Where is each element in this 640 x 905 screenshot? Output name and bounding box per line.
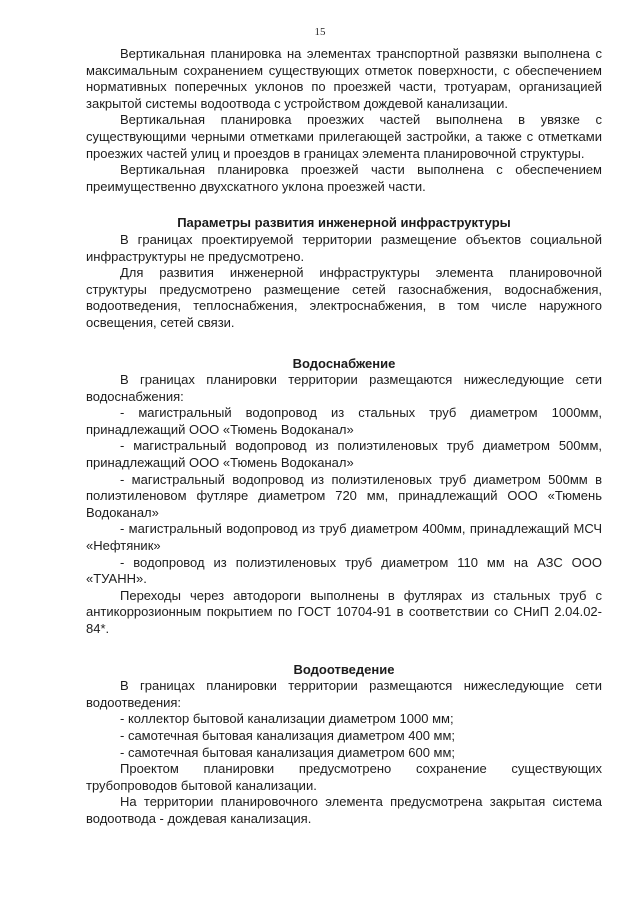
paragraph: В границах проектируемой территории размещение объектов социальной инфраструктуры не предусмотрено. bbox=[86, 231, 602, 264]
paragraph: Проектом планировки предусмотрено сохранение существующих трубопроводов бытовой канализации. bbox=[86, 761, 602, 793]
paragraph: На территории планировочного элемента предусмотрена закрытая система водоотвода - дождевая канализация. bbox=[86, 794, 602, 826]
list-item: - самотечная бытовая канализация диаметром 400 мм; bbox=[120, 727, 456, 743]
paragraph: В границах планировки территории размещаются нижеследующие сети водоснабжения: bbox=[86, 372, 602, 404]
section-heading: Водоснабжение bbox=[292, 355, 396, 371]
list-item: - магистральный водопровод из полиэтиленовых труб диаметром 500мм в полиэтиленовом футляре диаметром 720 мм, принадлежащий ООО «Тюмень Водоканал» bbox=[86, 471, 602, 520]
section-heading: Водоотведение bbox=[293, 661, 395, 677]
paragraph: Переходы через автодороги выполнены в футлярах из стальных труб с антикоррозионным покрытием по ГОСТ 10704-91 в соответствии со СНиП 2.04.02-84*. bbox=[86, 587, 602, 636]
paragraph: Вертикальная планировка проезжей части выполнена с обеспечением преимущественно двухскатного уклона проезжей части. bbox=[86, 162, 602, 194]
list-item: - самотечная бытовая канализация диаметром 600 мм; bbox=[120, 744, 456, 760]
list-item: - магистральный водопровод из стальных труб диаметром 1000мм, принадлежащий ООО «Тюмень Водоканал» bbox=[86, 405, 602, 437]
paragraph: Для развития инженерной инфраструктуры элемента планировочной структуры предусмотрено размещение сетей газоснабжения, водоснабжения, водоотведения, теплоснабжения, электроснабжения, в том числе наружного освещения, сетей связи. bbox=[86, 265, 602, 330]
section-heading: Параметры развития инженерной инфраструктуры bbox=[177, 215, 511, 231]
document-body bbox=[86, 46, 602, 828]
list-item: - магистральный водопровод из полиэтиленовых труб диаметром 500мм, принадлежащий ООО «Тюмень Водоканал» bbox=[86, 438, 602, 471]
paragraph: Вертикальная планировка проезжих частей выполнена в увязке с существующими черными отметками прилегающей застройки, а также с отметками проезжих частей улиц и проездов в границах элемента планировочной структуры. bbox=[86, 112, 602, 161]
paragraph: В границах планировки территории размещаются нижеследующие сети водоотведения: bbox=[86, 678, 602, 710]
section-spacer bbox=[86, 332, 602, 356]
list-item: - коллектор бытовой канализации диаметром 1000 мм; bbox=[120, 711, 454, 727]
page-number: 15 bbox=[314, 26, 326, 38]
paragraph: Вертикальная планировка на элементах транспортной развязки выполнена с максимальным сохранением существующих отметок поверхности, с обеспечением нормативных поперечных уклонов по проезжей части, тротуарам, организацией закрытой системы водоотвода с устройством дождевой канализации. bbox=[86, 46, 602, 111]
list-item: - водопровод из полиэтиленовых труб диаметром 110 мм на АЗС ООО «ТУАНН». bbox=[86, 554, 602, 587]
list-item: - магистральный водопровод из труб диаметром 400мм, принадлежащий МСЧ «Нефтяник» bbox=[86, 521, 602, 554]
section-spacer bbox=[86, 638, 602, 662]
section-spacer bbox=[86, 195, 602, 215]
